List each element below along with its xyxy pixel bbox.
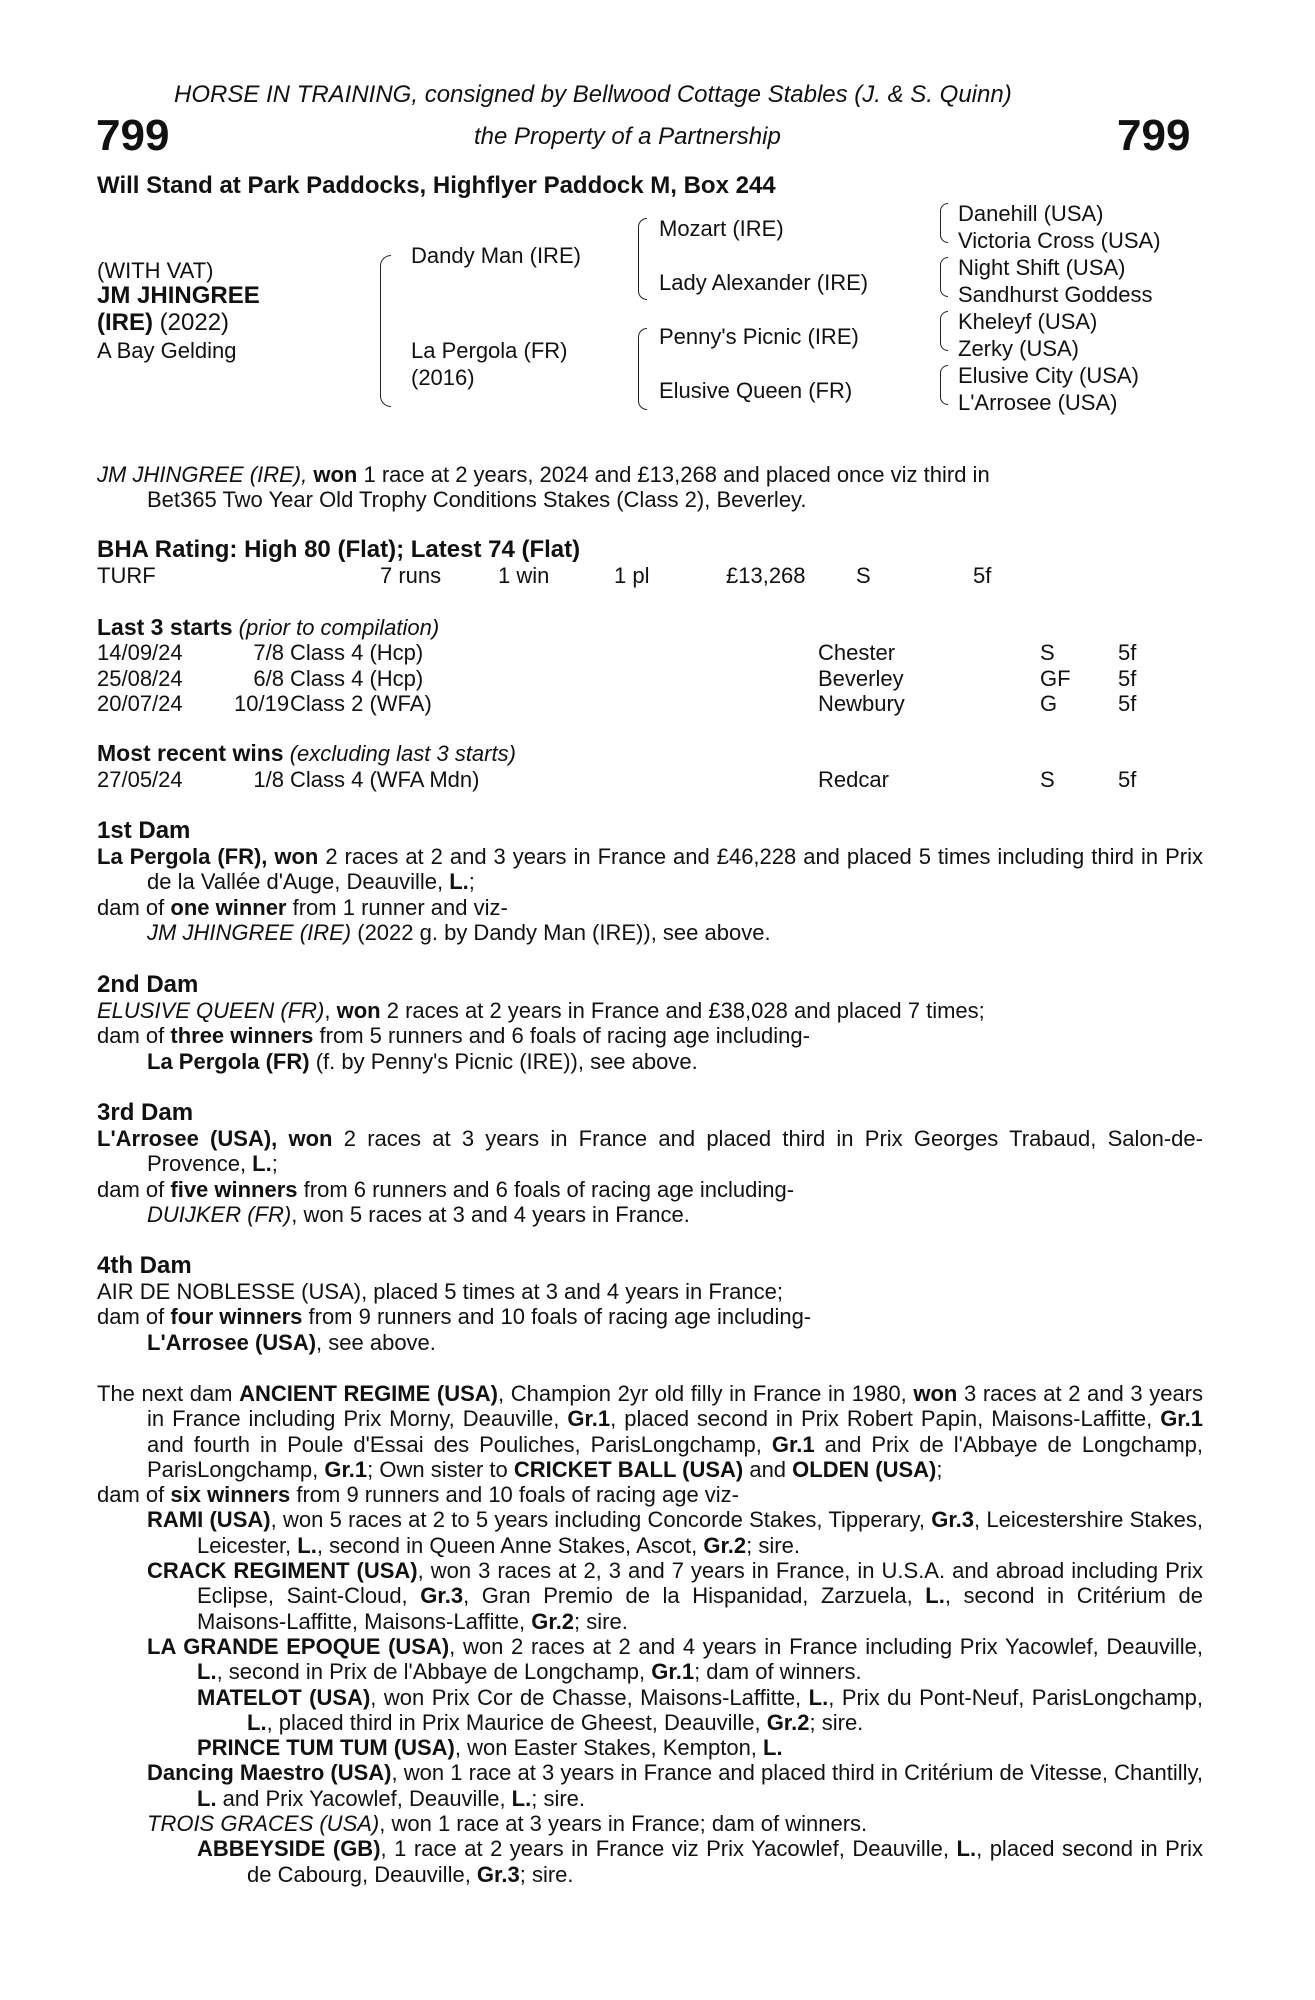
brace-dam [638, 328, 647, 410]
race-summary: JM JHINGREE (IRE), won 1 race at 2 years, 2024 and £13,268 and placed once viz third in Bet365 Two Year Old Trophy Conditions Stakes (Class 2), Beverley. [97, 462, 990, 513]
rating-wins: 1 win [498, 563, 550, 588]
win-row-dist: 5f [1118, 767, 1137, 792]
horse-year: (2022) [153, 309, 230, 336]
pedigree-g4-3: Night Shift (USA) [958, 255, 1126, 280]
pedigree-sire-sire: Mozart (IRE) [659, 216, 784, 241]
win-row-pos: 1/8 [253, 767, 284, 792]
pedigree-dam-sire: Penny's Picnic (IRE) [659, 324, 859, 349]
dam4-heading: 4th Dam [97, 1252, 192, 1279]
pedigree-g4-7: Elusive City (USA) [958, 363, 1139, 388]
pedigree-dam-year: (2016) [411, 365, 475, 390]
brace-g4-3 [940, 311, 948, 351]
pedigree-g4-1: Danehill (USA) [958, 201, 1104, 226]
dam1-text: La Pergola (FR), won 2 races at 2 and 3 years in France and £46,228 and placed 5 times including third in Prix de la Vallée d'Auge, Deauville, L.; dam of one winner from 1 runner and viz- JM JHINGREE (IRE) (2022 g. by Dandy Man (IRE)), see above. [97, 844, 1203, 945]
next-dam-text: The next dam ANCIENT REGIME (USA), Champion 2yr old filly in France in 1980, won 3 races at 2 and 3 years in France including Prix Morny, Deauville, Gr.1, placed second in Prix Robert Papin, Maisons-Laffitte, Gr.1 and fourth in Poule d'Essai des Pouliches, ParisLongchamp, Gr.1 and Prix de l'Abbaye de Longchamp, ParisLongchamp, Gr.1; Own sister to CRICKET BALL (USA) and OLDEN (USA); dam of six winners from 9 runners and 10 foals of racing age viz- RAMI (USA), won 5 races at 2 to 5 years including Concorde Stakes, Tipperary, Gr.3, Leicestershire Stakes, Leicester, L., second in Queen Anne Stakes, Ascot, Gr.2; sire. CRACK REGIMENT (USA), won 3 races at 2, 3 and 7 years in France, in U.S.A. and abroad including Prix Eclipse, Saint-Cloud, Gr.3, Gran Premio de la Hispanidad, Zarzuela, L., second in Critérium de Maisons-Laffitte, Maisons-Laffitte, Gr.2; sire. LA GRANDE EPOQUE (USA), won 2 races at 2 and 4 years in France including Prix Yacowlef, Deauville, L., second in Prix de l'Abbaye de Longchamp, Gr.1; dam of winners. MATELOT (USA), won Prix Cor de Chasse, Maisons-Laffitte, L., Prix du Pont-Neuf, ParisLongchamp, L., placed third in Prix Maurice de Gheest, Deauville, Gr.2; sire. PRINCE TUM TUM (USA), won Easter Stakes, Kempton, L. Dancing Maestro (USA), won 1 race at 3 years in France and placed third in Critérium de Vitesse, Chantilly, L. and Prix Yacowlef, Deauville, L.; sire. TROIS GRACES (USA), won 1 race at 3 years in France; dam of winners. ABBEYSIDE (GB), 1 race at 2 years in France viz Prix Yacowlef, Deauville, L., placed second in Prix de Cabourg, Deauville, Gr.3; sire. [97, 1381, 1204, 1887]
last3-row-course: Chester [818, 640, 896, 665]
pedigree-g4-6: Zerky (USA) [958, 336, 1079, 361]
brace-g4-2 [940, 257, 948, 297]
horse-origin [97, 310, 229, 336]
brace-sire [638, 218, 647, 300]
last3-row-pos: 7/8 [253, 640, 284, 665]
consignor-line: HORSE IN TRAINING, consigned by Bellwood Cottage Stables (J. & S. Quinn) [174, 81, 1012, 108]
lot-number-right: 799 [1117, 111, 1191, 160]
win-row-date: 27/05/24 [97, 767, 183, 792]
property-line: the Property of a Partnership [474, 123, 781, 150]
bha-rating: BHA Rating: High 80 (Flat); Latest 74 (Flat) [97, 536, 581, 563]
horse-country: (IRE) [97, 309, 153, 336]
last3-row-dist: 5f [1118, 640, 1137, 665]
vat-label: (WITH VAT) [97, 258, 214, 283]
dam3-heading: 3rd Dam [97, 1099, 194, 1126]
pedigree-g4-5: Kheleyf (USA) [958, 309, 1098, 334]
last3-row-race: Class 2 (WFA) [290, 691, 432, 716]
last3-row-course: Beverley [818, 665, 904, 691]
last3-row-date: 14/09/24 [97, 640, 183, 665]
pedigree-g4-4: Sandhurst Goddess [958, 282, 1153, 307]
pedigree-sire-dam: Lady Alexander (IRE) [659, 270, 869, 295]
last3-row-dist: 5f [1118, 665, 1137, 691]
last3-row-going: G [1040, 691, 1058, 716]
horse-description: A Bay Gelding [97, 338, 237, 363]
recent-wins-heading: Most recent wins (excluding last 3 starts) [97, 740, 516, 766]
win-row-course: Redcar [818, 767, 889, 792]
rating-earnings: £13,268 [726, 563, 806, 588]
dam1-heading: 1st Dam [97, 817, 191, 844]
last3-heading: Last 3 starts (prior to compilation) [97, 614, 440, 640]
last3-row-going: S [1040, 640, 1055, 665]
win-row-going: S [1040, 767, 1055, 792]
last3-row-dist: 5f [1118, 691, 1137, 716]
pedigree-dam: La Pergola (FR) [411, 338, 568, 363]
pedigree-dam-dam: Elusive Queen (FR) [659, 378, 853, 403]
brace-g4-1 [940, 203, 948, 243]
last3-row-race: Class 4 (Hcp) [290, 665, 424, 691]
rating-surface: TURF [97, 563, 156, 588]
rating-runs: 7 runs [380, 563, 442, 588]
dam4-text: AIR DE NOBLESSE (USA), placed 5 times at 3 and 4 years in France; dam of four winners from 9 runners and 10 foals of racing age including- L'Arrosee (USA), see above. [97, 1279, 812, 1355]
dam2-heading: 2nd Dam [97, 971, 199, 998]
rating-distance: 5f [973, 563, 992, 588]
pedigree-g4-2: Victoria Cross (USA) [958, 228, 1161, 253]
dam2-text: ELUSIVE QUEEN (FR), won 2 races at 2 years in France and £38,028 and placed 7 times; dam of three winners from 5 runners and 6 foals of racing age including- La Pergola (FR) (f. by Penny's Picnic (IRE)), see above. [97, 998, 985, 1074]
pedigree-sire: Dandy Man (IRE) [411, 243, 581, 268]
horse-name: JM JHINGREE [97, 282, 260, 309]
lot-number-left: 799 [96, 111, 170, 160]
last3-row-date: 25/08/24 [97, 665, 183, 691]
last3-row-course: Newbury [818, 691, 905, 716]
last3-row-pos: 6/8 [253, 665, 284, 691]
brace-g4-4 [940, 365, 948, 405]
pedigree-g4-8: L'Arrosee (USA) [958, 390, 1118, 415]
rating-placed: 1 pl [614, 563, 650, 588]
rating-going: S [856, 563, 871, 588]
brace-main [380, 255, 391, 407]
dam3-text: L'Arrosee (USA), won 2 races at 3 years in France and placed third in Prix Georges Trabaud, Salon-de-Provence, L.; dam of five winners from 6 runners and 6 foals of racing age including- DUIJKER (FR), won 5 races at 3 and 4 years in France. [97, 1126, 1203, 1227]
last3-row-date: 20/07/24 [97, 691, 183, 716]
last3-row-race: Class 4 (Hcp) [290, 640, 424, 665]
last3-row-pos: 10/19 [234, 691, 290, 716]
last3-row-going: GF [1040, 665, 1071, 691]
win-row-race: Class 4 (WFA Mdn) [290, 767, 480, 792]
stand-line: Will Stand at Park Paddocks, Highflyer Paddock M, Box 244 [97, 172, 776, 199]
